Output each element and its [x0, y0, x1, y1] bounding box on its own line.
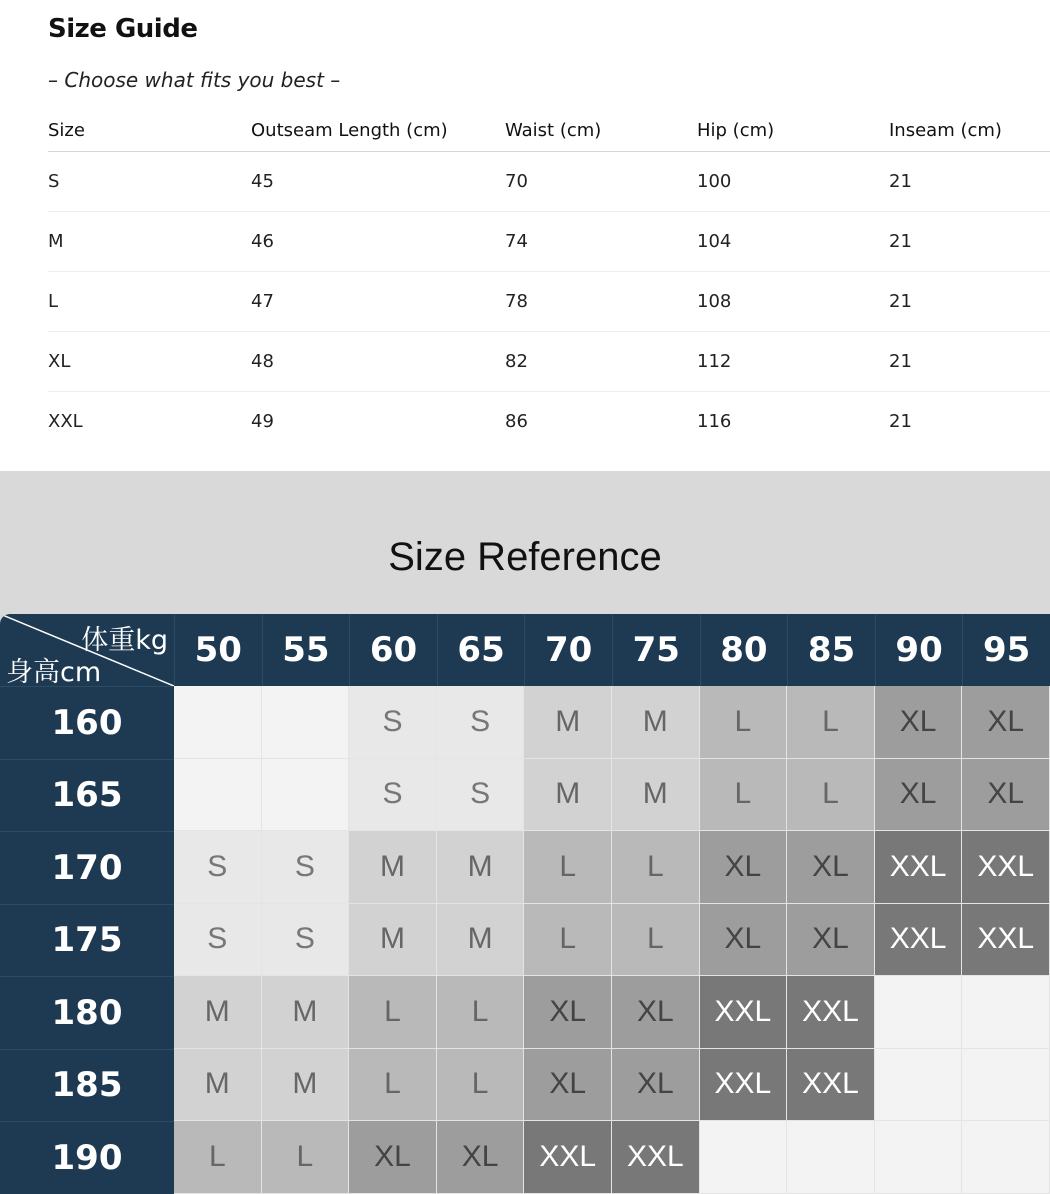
size-cell: XL — [787, 831, 875, 904]
size-cell: M — [262, 1049, 350, 1122]
size-guide-table — [48, 109, 1050, 451]
table-cell: 49 — [251, 411, 274, 432]
size-cell: M — [612, 686, 700, 759]
size-cell: M — [262, 976, 350, 1049]
weight-header-60: 60 — [349, 614, 437, 686]
size-cell: M — [437, 831, 525, 904]
weight-header-75: 75 — [612, 614, 700, 686]
column-header-hip: Hip (cm) — [697, 109, 889, 152]
table-cell: 21 — [889, 332, 1050, 392]
weight-header-55: 55 — [262, 614, 350, 686]
weight-header-95: 95 — [962, 614, 1050, 686]
table-header-row — [48, 109, 1050, 152]
size-cell — [262, 686, 350, 759]
weight-header-65: 65 — [437, 614, 525, 686]
size-cell — [962, 976, 1050, 1049]
table-cell: 86 — [505, 411, 528, 432]
height-header-170: 170 — [0, 831, 174, 904]
size-guide-section — [0, 0, 1050, 471]
size-guide-subtitle: – Choose what fits you best – — [48, 68, 341, 92]
table-cell: 82 — [505, 332, 697, 392]
size-cell: XL — [700, 904, 788, 977]
size-cell: L — [262, 1121, 350, 1194]
size-cell: XL — [437, 1121, 525, 1194]
size-cell: M — [524, 686, 612, 759]
size-reference-title: Size Reference — [388, 535, 662, 579]
size-cell: S — [262, 831, 350, 904]
size-cell: S — [437, 686, 525, 759]
table-cell: M — [48, 212, 251, 272]
table-cell: L — [48, 272, 251, 332]
column-header-size: Size — [48, 109, 251, 152]
weight-header-90: 90 — [875, 614, 963, 686]
weight-header-50: 50 — [174, 614, 262, 686]
table-cell: 74 — [505, 212, 697, 272]
table-cell: 104 — [697, 212, 889, 272]
table-row — [48, 272, 1050, 332]
size-cell: L — [700, 759, 788, 832]
grid-corner-header — [0, 614, 174, 686]
size-cell — [962, 1121, 1050, 1194]
size-cell: L — [612, 831, 700, 904]
table-cell: 46 — [251, 212, 505, 272]
size-cell: L — [174, 1121, 262, 1194]
size-reference-grid — [0, 614, 1050, 1184]
size-cell: L — [700, 686, 788, 759]
size-cell: L — [349, 1049, 437, 1122]
size-cell — [875, 1049, 963, 1122]
size-cell: XXL — [700, 976, 788, 1049]
table-cell: 47 — [251, 272, 505, 332]
size-guide-title: Size Guide — [48, 14, 198, 44]
size-cell: S — [262, 904, 350, 977]
weight-header-85: 85 — [787, 614, 875, 686]
size-cell: S — [349, 759, 437, 832]
size-cell — [875, 1121, 963, 1194]
size-cell: M — [349, 904, 437, 977]
size-cell: XL — [962, 759, 1050, 832]
size-cell: XL — [700, 831, 788, 904]
size-cell: XXL — [612, 1121, 700, 1194]
size-cell — [700, 1121, 788, 1194]
height-header-160: 160 — [0, 686, 174, 759]
size-cell — [875, 976, 963, 1049]
table-cell: XXL — [48, 411, 83, 432]
table-cell: 45 — [251, 152, 505, 212]
size-cell: XXL — [875, 904, 963, 977]
table-cell: 48 — [251, 332, 505, 392]
table-cell: S — [48, 152, 251, 212]
height-header-165: 165 — [0, 759, 174, 832]
size-cell — [787, 1121, 875, 1194]
table-cell: 21 — [889, 212, 1050, 272]
table-row — [48, 152, 1050, 212]
size-cell: XL — [612, 1049, 700, 1122]
size-cell: XL — [875, 686, 963, 759]
size-cell: XL — [349, 1121, 437, 1194]
column-header-inseam: Inseam (cm) — [889, 109, 1050, 152]
table-cell: 78 — [505, 272, 697, 332]
size-cell: L — [437, 1049, 525, 1122]
size-cell: XXL — [962, 831, 1050, 904]
size-cell: XXL — [875, 831, 963, 904]
table-cell: XL — [48, 332, 251, 392]
table-cell: 21 — [889, 272, 1050, 332]
size-cell: XXL — [524, 1121, 612, 1194]
size-cell: XXL — [700, 1049, 788, 1122]
table-cell: 21 — [889, 152, 1050, 212]
height-header-180: 180 — [0, 976, 174, 1049]
size-cell: M — [174, 976, 262, 1049]
table-cell: 21 — [889, 411, 912, 432]
size-cell — [962, 1049, 1050, 1122]
table-cell: 108 — [697, 272, 889, 332]
size-cell: S — [174, 904, 262, 977]
size-cell: L — [437, 976, 525, 1049]
size-cell: XL — [787, 904, 875, 977]
column-header-waist: Waist (cm) — [505, 109, 697, 152]
weight-header-80: 80 — [700, 614, 788, 686]
height-header-190: 190 — [0, 1121, 174, 1194]
size-cell: M — [524, 759, 612, 832]
size-cell: S — [349, 686, 437, 759]
size-cell — [174, 686, 262, 759]
size-cell — [262, 759, 350, 832]
size-cell: M — [437, 904, 525, 977]
size-cell: XL — [612, 976, 700, 1049]
table-row — [48, 392, 1050, 452]
column-header-outseam: Outseam Length (cm) — [251, 109, 505, 152]
height-axis-label: 身高cm — [6, 657, 102, 686]
size-cell: XL — [524, 1049, 612, 1122]
size-cell: S — [174, 831, 262, 904]
size-cell: L — [787, 759, 875, 832]
size-cell: M — [349, 831, 437, 904]
size-cell: L — [524, 831, 612, 904]
table-row — [48, 212, 1050, 272]
size-cell: M — [174, 1049, 262, 1122]
size-cell: XL — [962, 686, 1050, 759]
table-cell: 100 — [697, 152, 889, 212]
size-cell: L — [612, 904, 700, 977]
size-cell: L — [787, 686, 875, 759]
size-cell: M — [612, 759, 700, 832]
size-cell: XL — [524, 976, 612, 1049]
table-cell: 112 — [697, 332, 889, 392]
table-row — [48, 332, 1050, 392]
size-cell: L — [524, 904, 612, 977]
height-header-185: 185 — [0, 1049, 174, 1122]
size-cell: XL — [875, 759, 963, 832]
height-header-175: 175 — [0, 904, 174, 977]
size-cell — [174, 759, 262, 832]
size-cell: S — [437, 759, 525, 832]
size-cell: XXL — [962, 904, 1050, 977]
size-cell: XXL — [787, 976, 875, 1049]
table-cell: 116 — [697, 411, 732, 432]
size-cell: XXL — [787, 1049, 875, 1122]
table-cell: 70 — [505, 152, 697, 212]
size-cell: L — [349, 976, 437, 1049]
weight-header-70: 70 — [524, 614, 612, 686]
weight-axis-label: 体重kg — [81, 625, 168, 656]
